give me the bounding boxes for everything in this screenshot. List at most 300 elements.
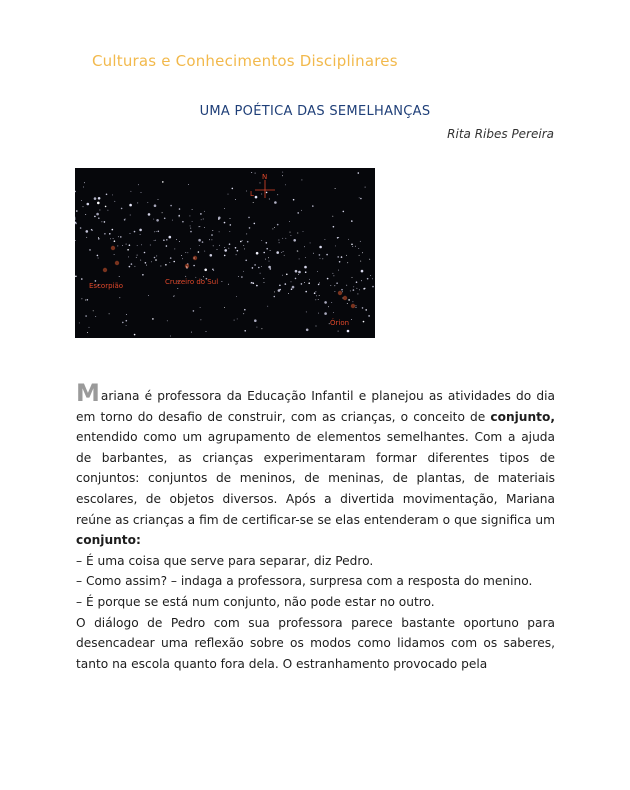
star (282, 275, 283, 276)
star (326, 302, 327, 303)
constellation-glow (115, 261, 119, 265)
star (212, 269, 214, 271)
star (343, 211, 345, 213)
star (130, 191, 131, 192)
star (190, 225, 191, 226)
star (140, 260, 141, 261)
star (255, 196, 258, 199)
star (127, 249, 129, 251)
dialogue-line-2: – Como assim? – indaga a professora, surpresa com a resposta do menino. (76, 574, 533, 589)
star (174, 295, 175, 296)
star (355, 246, 356, 247)
star (318, 299, 319, 300)
star (113, 238, 114, 239)
star (156, 231, 157, 232)
star (145, 262, 147, 264)
star (170, 257, 172, 259)
star (112, 229, 114, 231)
star (346, 285, 347, 286)
star (129, 204, 132, 207)
star (179, 216, 180, 217)
star (170, 336, 171, 337)
star (301, 210, 302, 211)
star (363, 288, 365, 290)
orion-label: Órion (330, 319, 350, 327)
star (351, 220, 353, 222)
star (268, 266, 271, 269)
star (167, 320, 168, 321)
star (246, 233, 247, 234)
star (232, 188, 234, 190)
star (213, 270, 214, 271)
star (84, 182, 85, 183)
star (285, 238, 286, 239)
star (212, 230, 213, 231)
star (305, 271, 307, 273)
paragraph-1 (76, 379, 555, 551)
star (315, 291, 316, 292)
star (119, 297, 120, 298)
star (219, 231, 220, 232)
star (218, 218, 220, 220)
star (219, 245, 220, 246)
star (261, 328, 262, 329)
star (306, 311, 307, 312)
star (359, 289, 360, 290)
star (297, 251, 298, 252)
star-field (75, 172, 374, 337)
star (261, 194, 262, 195)
star (244, 248, 245, 249)
star (155, 259, 157, 261)
star (190, 231, 192, 233)
star (198, 239, 201, 242)
star (109, 313, 110, 314)
star (266, 248, 268, 250)
star (333, 226, 335, 228)
star (119, 276, 120, 277)
star (206, 331, 207, 332)
star (333, 312, 334, 313)
star (253, 282, 255, 284)
star (348, 239, 349, 240)
star (305, 257, 306, 258)
star (368, 315, 370, 317)
star (114, 240, 116, 242)
star (254, 319, 257, 322)
star (154, 204, 157, 207)
paragraph-1-term-2: conjunto: (76, 533, 141, 548)
star (324, 239, 325, 240)
star (235, 247, 237, 249)
star (286, 274, 288, 276)
star (316, 326, 317, 327)
star (130, 233, 131, 234)
star (202, 241, 204, 243)
star (347, 303, 348, 304)
star (203, 276, 204, 277)
star (158, 199, 159, 200)
star (129, 244, 131, 246)
star (293, 199, 295, 201)
star (96, 213, 99, 216)
star (182, 258, 183, 259)
star (316, 295, 317, 296)
star (353, 289, 355, 291)
star (179, 241, 180, 242)
star (83, 206, 84, 207)
star (98, 237, 99, 238)
star (324, 312, 327, 315)
star (256, 285, 258, 287)
star (192, 209, 193, 210)
star (268, 257, 269, 258)
star (305, 291, 307, 293)
star (238, 276, 239, 277)
star (147, 202, 148, 203)
star (313, 253, 314, 254)
star (291, 281, 292, 282)
star (193, 265, 195, 267)
star (89, 249, 91, 251)
star (217, 249, 218, 250)
star (245, 260, 247, 262)
star (107, 210, 108, 211)
star (298, 274, 299, 275)
star (334, 285, 335, 286)
star (261, 266, 262, 267)
compass-marker (250, 173, 275, 198)
star (76, 210, 78, 212)
star (251, 172, 252, 173)
star (98, 238, 100, 240)
star (121, 208, 123, 210)
star (258, 267, 260, 269)
star (372, 286, 374, 288)
star (242, 240, 243, 241)
star (101, 221, 102, 222)
star (170, 205, 172, 207)
star (154, 257, 156, 259)
star (99, 210, 100, 211)
star (81, 200, 82, 201)
paragraph-1-term-1: conjunto, (490, 409, 555, 424)
star (337, 237, 339, 239)
star (141, 244, 142, 245)
star (303, 231, 304, 232)
star (264, 282, 265, 283)
cruzeiro-label: Cruzeiro do Sul (165, 278, 219, 286)
star (204, 269, 207, 272)
star (240, 241, 242, 243)
star (263, 252, 265, 254)
star (128, 256, 129, 257)
star (361, 270, 364, 273)
star (97, 255, 99, 257)
star (166, 245, 168, 247)
star (341, 289, 343, 291)
star (304, 266, 307, 269)
star (261, 240, 262, 241)
star (367, 278, 369, 280)
star (360, 241, 361, 242)
star (114, 201, 115, 202)
star (360, 261, 361, 262)
star (109, 233, 111, 235)
star (228, 248, 229, 249)
star (357, 293, 358, 294)
star (318, 284, 320, 286)
star (352, 277, 353, 278)
star (134, 231, 136, 233)
star (359, 197, 360, 198)
star (269, 261, 270, 262)
star (309, 279, 310, 280)
star (165, 264, 167, 266)
star (87, 203, 90, 206)
star (144, 252, 146, 254)
star (359, 255, 360, 256)
star (243, 313, 244, 314)
star (234, 320, 235, 321)
star (246, 191, 247, 192)
star (290, 235, 291, 236)
star (292, 286, 295, 289)
star (176, 239, 177, 240)
star (252, 267, 254, 269)
star (338, 270, 339, 271)
star (162, 212, 163, 213)
star (318, 313, 319, 314)
star (81, 278, 83, 280)
star (98, 217, 100, 219)
star (75, 276, 77, 278)
star (247, 241, 249, 243)
star (274, 227, 275, 228)
star (320, 258, 321, 259)
star (142, 274, 144, 276)
star (337, 256, 339, 258)
star (204, 227, 205, 228)
star (243, 271, 244, 272)
star (283, 251, 284, 252)
star (201, 219, 202, 220)
star (299, 258, 300, 259)
star (339, 261, 341, 263)
star (293, 239, 296, 242)
star (125, 218, 126, 219)
star (75, 219, 76, 220)
star (332, 216, 333, 217)
star (362, 307, 364, 309)
star (326, 254, 328, 256)
star (134, 334, 136, 336)
star (260, 273, 261, 274)
star (224, 255, 226, 257)
star (120, 236, 122, 238)
star (290, 232, 291, 233)
star (338, 331, 339, 332)
star (129, 266, 131, 268)
escorpiao-label: Escorpião (89, 282, 124, 290)
star (304, 246, 305, 247)
star (249, 227, 251, 229)
star (270, 250, 271, 251)
star (365, 309, 367, 311)
star (134, 266, 135, 267)
star (243, 245, 244, 246)
star (185, 276, 186, 277)
star (230, 224, 232, 226)
star (254, 223, 256, 225)
star (148, 295, 149, 296)
star (241, 276, 243, 278)
star (267, 306, 268, 307)
star (126, 320, 128, 322)
star (75, 191, 76, 193)
constellation-glow (193, 256, 197, 260)
constellation-glow (185, 264, 189, 268)
star (342, 291, 343, 292)
star (172, 220, 173, 221)
star (298, 271, 301, 274)
star (295, 278, 297, 280)
star (95, 316, 96, 317)
star (330, 285, 331, 286)
star (260, 182, 261, 183)
star (126, 325, 127, 326)
star (319, 295, 320, 296)
compass-north-label: N (262, 173, 268, 181)
star (237, 318, 238, 319)
star (151, 261, 152, 262)
star (86, 230, 89, 233)
star (361, 280, 362, 281)
star (87, 299, 89, 301)
star (228, 194, 229, 195)
star (256, 327, 257, 328)
star (272, 228, 273, 229)
star (130, 215, 131, 216)
star (178, 215, 180, 217)
star (117, 245, 118, 246)
star (118, 236, 119, 237)
star (200, 307, 201, 308)
star (352, 246, 353, 247)
star (169, 236, 172, 239)
star (297, 212, 299, 214)
star (266, 242, 268, 244)
star (228, 284, 229, 285)
star (270, 268, 272, 270)
star (166, 239, 168, 241)
star (104, 233, 106, 235)
star (139, 229, 142, 232)
star (254, 264, 256, 266)
star (224, 247, 225, 248)
star (209, 239, 210, 240)
star (182, 221, 184, 223)
star (156, 255, 157, 256)
star (85, 300, 86, 301)
paragraph-1-text-a: ariana é professora da Educação Infantil e planejou as atividades do dia em torno do desafio de construir, com as crianças, o conceito de (76, 389, 555, 424)
star (282, 175, 283, 176)
star (94, 216, 96, 218)
star (248, 217, 250, 219)
star (89, 327, 90, 328)
star (174, 248, 175, 249)
star (358, 172, 360, 174)
star (285, 184, 286, 185)
star (351, 244, 353, 246)
star (230, 218, 231, 219)
star (110, 238, 111, 239)
star (244, 309, 246, 311)
star (350, 290, 351, 291)
star (137, 202, 138, 203)
star (93, 310, 94, 311)
star (372, 278, 373, 279)
star (353, 286, 354, 287)
star (362, 252, 363, 253)
star (301, 283, 303, 285)
section-header: Culturas e Conhecimentos Disciplinares (92, 52, 398, 70)
star (274, 296, 276, 298)
star (236, 254, 237, 255)
star (179, 208, 181, 210)
star (83, 187, 84, 188)
star (148, 213, 151, 216)
star (122, 322, 124, 324)
constellation-glow (343, 296, 347, 300)
star (314, 292, 316, 294)
star (156, 219, 159, 222)
star (190, 228, 191, 229)
star (282, 238, 283, 239)
star (173, 261, 175, 263)
article-title: UMA POÉTICA DAS SEMELHANÇAS (199, 104, 431, 119)
star (363, 321, 365, 323)
dialogue-line-1: – É uma coisa que serve para separar, diz Pedro. (76, 553, 374, 568)
star (288, 293, 289, 294)
constellation-glow (103, 268, 107, 272)
star (295, 270, 298, 273)
star (193, 310, 195, 312)
star (317, 271, 318, 272)
star (106, 194, 108, 196)
star (263, 278, 264, 279)
star (253, 202, 254, 203)
star (162, 181, 164, 183)
star (266, 192, 268, 194)
star (85, 315, 87, 317)
star (105, 206, 107, 208)
star (306, 329, 309, 332)
star (94, 197, 97, 200)
star (158, 231, 160, 233)
star (335, 188, 336, 189)
star (278, 240, 279, 241)
star (200, 213, 202, 215)
star (224, 222, 226, 224)
star (370, 275, 371, 276)
star (224, 307, 225, 308)
star (154, 231, 155, 232)
star (236, 296, 237, 297)
star (122, 245, 123, 246)
star (279, 285, 281, 287)
star (322, 258, 323, 259)
